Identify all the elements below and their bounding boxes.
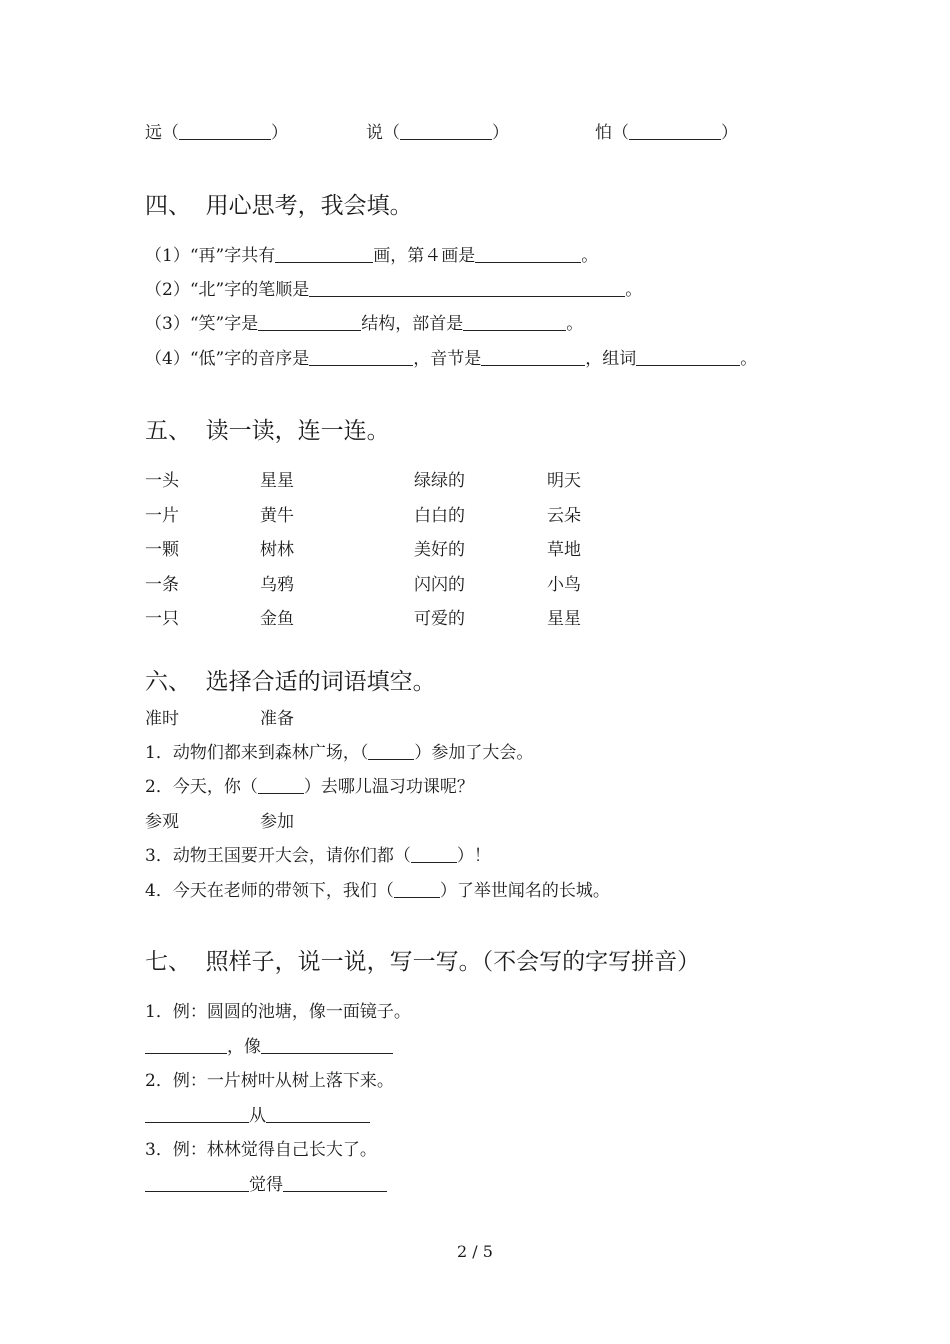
s6-sentence-2	[145, 775, 474, 799]
answer-blank[interactable]	[636, 348, 740, 366]
text: ）！	[456, 846, 491, 866]
section7-title: 七、 照样子，说一说，写一写。（不会写的字写拼音）	[145, 949, 701, 975]
text: 结构，部首是	[361, 314, 464, 334]
paren-open: （	[383, 123, 400, 143]
answer-blank[interactable]	[145, 1174, 249, 1192]
answer-blank[interactable]	[309, 279, 625, 297]
page-number: 2 / 5	[457, 1242, 493, 1261]
s4-question-3	[145, 312, 583, 336]
section4-title: 四、 用心思考，我会填。	[145, 193, 413, 219]
text: ，组词	[585, 349, 637, 369]
match-item-col4[interactable]: 明天	[547, 471, 581, 491]
match-item-col2[interactable]: 星星	[260, 471, 294, 491]
word-option: 准备	[260, 709, 294, 729]
answer-blank[interactable]	[629, 122, 721, 140]
s4-question-1	[145, 244, 598, 268]
match-item-col3[interactable]: 绿绿的	[414, 471, 465, 491]
answer-blank[interactable]	[475, 245, 581, 263]
top-row-item-1	[145, 121, 288, 145]
match-item-col1[interactable]: 一条	[145, 575, 179, 595]
answer-blank[interactable]	[261, 1036, 393, 1054]
text: 1．动物们都来到森林广场，（	[145, 743, 369, 763]
match-item-col2[interactable]: 黄牛	[260, 506, 294, 526]
answer-blank[interactable]	[275, 245, 373, 263]
s7-fill-3	[145, 1173, 387, 1197]
text: 2．今天，你（	[145, 777, 258, 797]
match-item-col3[interactable]: 闪闪的	[414, 575, 465, 595]
answer-blank[interactable]	[481, 348, 585, 366]
section5-title: 五、 读一读，连一连。	[145, 418, 390, 444]
match-item-col1[interactable]: 一头	[145, 471, 179, 491]
answer-blank[interactable]	[258, 313, 361, 331]
text: ）参加了大会。	[414, 743, 534, 763]
answer-blank[interactable]	[309, 348, 413, 366]
match-item-col1[interactable]: 一片	[145, 506, 179, 526]
paren-close: ）	[721, 123, 738, 143]
word-option: 准时	[145, 709, 179, 729]
text: ）了举世闻名的长城。	[439, 881, 610, 901]
text: （1）“再”字共有	[145, 246, 276, 266]
paren-close: ）	[492, 123, 509, 143]
match-item-col4[interactable]: 小鸟	[547, 575, 581, 595]
text: 。	[740, 349, 758, 369]
word-option: 参加	[260, 812, 294, 832]
match-item-col4[interactable]: 星星	[547, 609, 581, 629]
paren-open: （	[162, 123, 179, 143]
answer-blank[interactable]	[145, 1105, 249, 1123]
match-item-col1[interactable]: 一只	[145, 609, 179, 629]
text: 。	[625, 280, 643, 300]
answer-blank[interactable]	[368, 742, 414, 760]
answer-blank[interactable]	[145, 1036, 227, 1054]
answer-blank[interactable]	[283, 1174, 387, 1192]
top-row-item-2	[366, 121, 509, 145]
match-item-col3[interactable]: 白白的	[414, 506, 465, 526]
match-item-col1[interactable]: 一颗	[145, 540, 179, 560]
text: 从	[249, 1106, 266, 1126]
paren-open: （	[612, 123, 629, 143]
s7-fill-2	[145, 1104, 370, 1128]
top-row-item-3	[595, 121, 738, 145]
char-label: 远	[145, 123, 162, 143]
section6-title: 六、 选择合适的词语填空。	[145, 669, 436, 695]
match-item-col2[interactable]: 树林	[260, 540, 294, 560]
answer-blank[interactable]	[179, 122, 271, 140]
answer-blank[interactable]	[266, 1105, 370, 1123]
answer-blank[interactable]	[258, 776, 304, 794]
text: 觉得	[249, 1175, 283, 1195]
paren-close: ）	[271, 123, 288, 143]
text: （4）“低”字的音序是	[145, 349, 310, 369]
text: ，像	[227, 1037, 261, 1057]
s6-sentence-4	[145, 879, 610, 903]
s6-sentence-3	[145, 844, 491, 868]
text: 。	[566, 314, 584, 334]
text: （2）“北”字的笔顺是	[145, 280, 310, 300]
answer-blank[interactable]	[400, 122, 492, 140]
char-label: 怕	[595, 123, 612, 143]
match-item-col4[interactable]: 草地	[547, 540, 581, 560]
text: 3．动物王国要开大会，请你们都（	[145, 846, 411, 866]
text: ）去哪儿温习功课呢？	[303, 777, 474, 797]
match-item-col2[interactable]: 金鱼	[260, 609, 294, 629]
char-label: 说	[366, 123, 383, 143]
answer-blank[interactable]	[394, 880, 440, 898]
word-option: 参观	[145, 812, 179, 832]
s4-question-4	[145, 347, 757, 371]
s7-fill-1	[145, 1035, 393, 1059]
match-item-col4[interactable]: 云朵	[547, 506, 581, 526]
answer-blank[interactable]	[463, 313, 566, 331]
match-item-col3[interactable]: 美好的	[414, 540, 465, 560]
text: 4．今天在老师的带领下，我们（	[145, 881, 394, 901]
match-item-col3[interactable]: 可爱的	[414, 609, 465, 629]
s4-question-2	[145, 278, 642, 302]
match-item-col2[interactable]: 乌鸦	[260, 575, 294, 595]
s7-example-1: 1．例：圆圆的池塘，像一面镜子。	[145, 1002, 411, 1022]
text: （3）“笑”字是	[145, 314, 259, 334]
answer-blank[interactable]	[411, 845, 457, 863]
s7-example-2: 2．例：一片树叶从树上落下来。	[145, 1071, 394, 1091]
text: ，音节是	[413, 349, 482, 369]
text: 。	[581, 246, 599, 266]
s6-sentence-1	[145, 741, 533, 765]
text: 画，第４画是	[373, 246, 476, 266]
s7-example-3: 3．例：林林觉得自己长大了。	[145, 1140, 377, 1160]
